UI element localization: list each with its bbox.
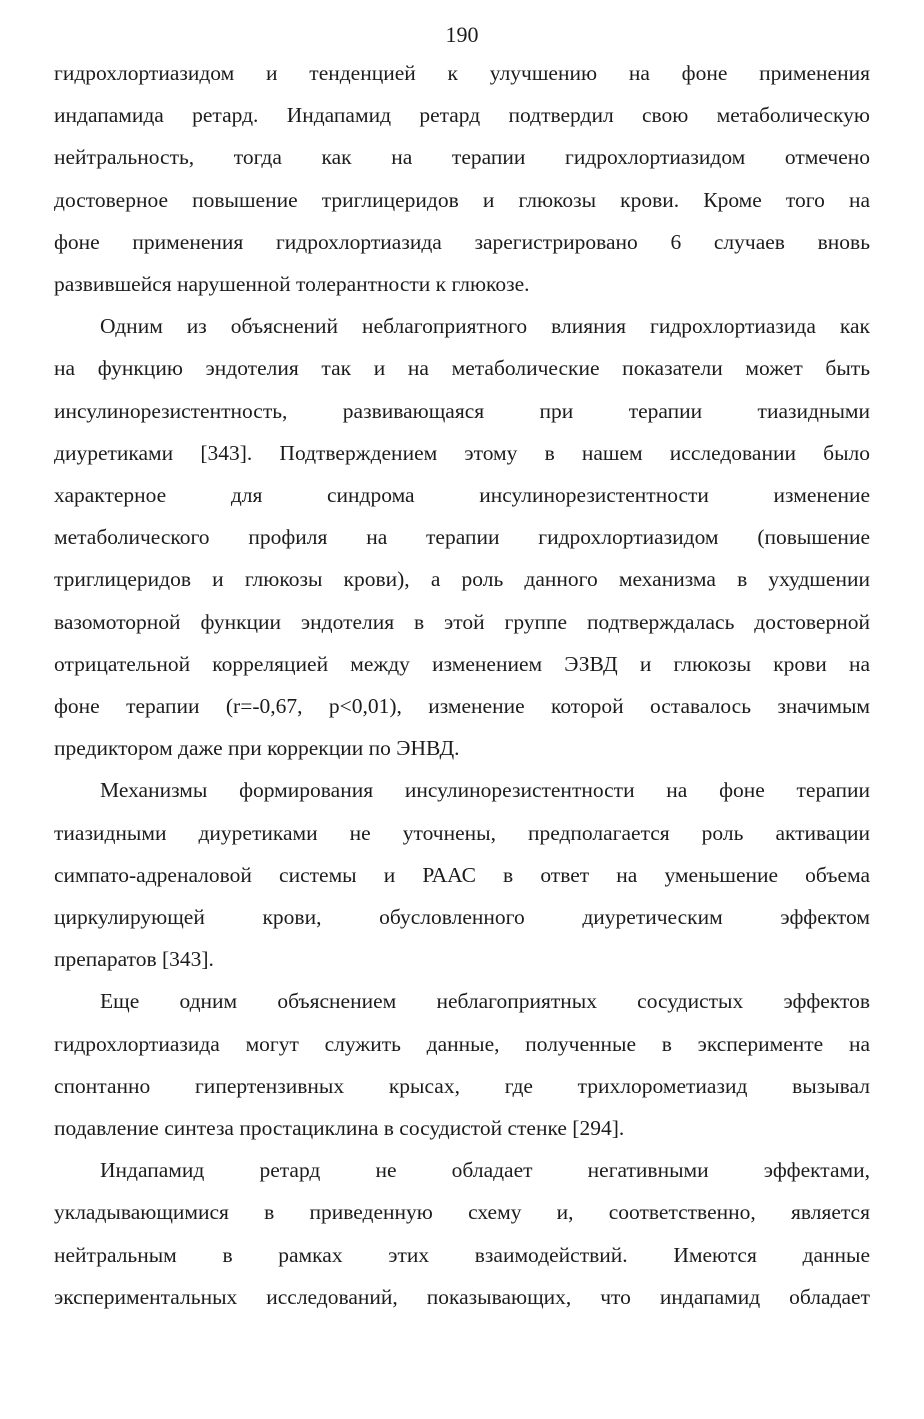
text-line: развившейся нарушенной толерантности к глюкозе. xyxy=(54,272,530,297)
text-line: симпато-адреналовой системы и РААС в ответ на уменьшение объема xyxy=(54,862,870,887)
text-line: достоверное повышение триглицеридов и глюкозы крови. Кроме того на xyxy=(54,187,870,212)
text-line: вазомоторной функции эндотелия в этой группе подтверждалась достоверной xyxy=(54,609,870,634)
text-line: триглицеридов и глюкозы крови), а роль данного механизма в ухудшении xyxy=(54,567,870,592)
paragraph-continuation xyxy=(54,52,870,305)
paragraph-insulin-resistance xyxy=(54,305,870,769)
text-line: гидрохлортиазида могут служить данные, полученные в эксперименте на xyxy=(54,1031,870,1056)
text-line: нейтральность, тогда как на терапии гидрохлортиазидом отмечено xyxy=(54,145,870,170)
page-number: 190 xyxy=(445,22,479,47)
text-line: гидрохлортиазидом и тенденцией к улучшению на фоне применения xyxy=(54,61,870,85)
text-line: Механизмы формирования инсулинорезистентности на фоне терапии xyxy=(100,778,870,803)
text-line: отрицательной корреляцией между изменением ЭЗВД и глюкозы крови на xyxy=(54,651,870,676)
text-line: нейтральным в рамках этих взаимодействий. Имеются данные xyxy=(54,1242,870,1267)
text-line: тиазидными диуретиками не уточнены, предполагается роль активации xyxy=(54,820,870,845)
paragraph-vascular-effects xyxy=(54,980,870,1149)
text-line: подавление синтеза простациклина в сосудистой стенке [294]. xyxy=(54,1116,625,1141)
text-line: Еще одним объяснением неблагоприятных сосудистых эффектов xyxy=(100,989,870,1014)
text-line: фоне применения гидрохлортиазида зарегистрировано 6 случаев вновь xyxy=(54,229,870,254)
paragraph-mechanisms xyxy=(54,769,870,980)
text-line: характерное для синдрома инсулинорезистентности изменение xyxy=(54,483,870,508)
text-line: инсулинорезистентность, развивающаяся при терапии тиазидными xyxy=(54,398,870,423)
text-line: предиктором даже при коррекции по ЭНВД. xyxy=(54,736,460,761)
paragraph-indapamide xyxy=(54,1149,870,1318)
text-line: на функцию эндотелия так и на метаболические показатели может быть xyxy=(54,356,870,381)
text-line: фоне терапии (r=-0,67, p<0,01), изменение которой оставалось значимым xyxy=(54,694,870,719)
document-body xyxy=(54,52,870,1318)
text-line: индапамида ретард. Индапамид ретард подтвердил свою метаболическую xyxy=(54,103,870,128)
text-line: препаратов [343]. xyxy=(54,947,214,972)
text-line: Индапамид ретард не обладает негативными эффектами, xyxy=(100,1158,870,1183)
text-line: Одним из объяснений неблагоприятного влияния гидрохлортиазида как xyxy=(100,314,870,339)
text-line: циркулирующей крови, обусловленного диуретическим эффектом xyxy=(54,905,870,930)
text-line: экспериментальных исследований, показывающих, что индапамид обладает xyxy=(54,1284,870,1309)
text-line: спонтанно гипертензивных крысах, где трихлорометиазид вызывал xyxy=(54,1073,870,1098)
text-line: диуретиками [343]. Подтверждением этому в нашем исследовании было xyxy=(54,440,870,465)
text-line: метаболического профиля на терапии гидрохлортиазидом (повышение xyxy=(54,525,870,550)
text-line: укладывающимися в приведенную схему и, соответственно, является xyxy=(54,1200,870,1225)
